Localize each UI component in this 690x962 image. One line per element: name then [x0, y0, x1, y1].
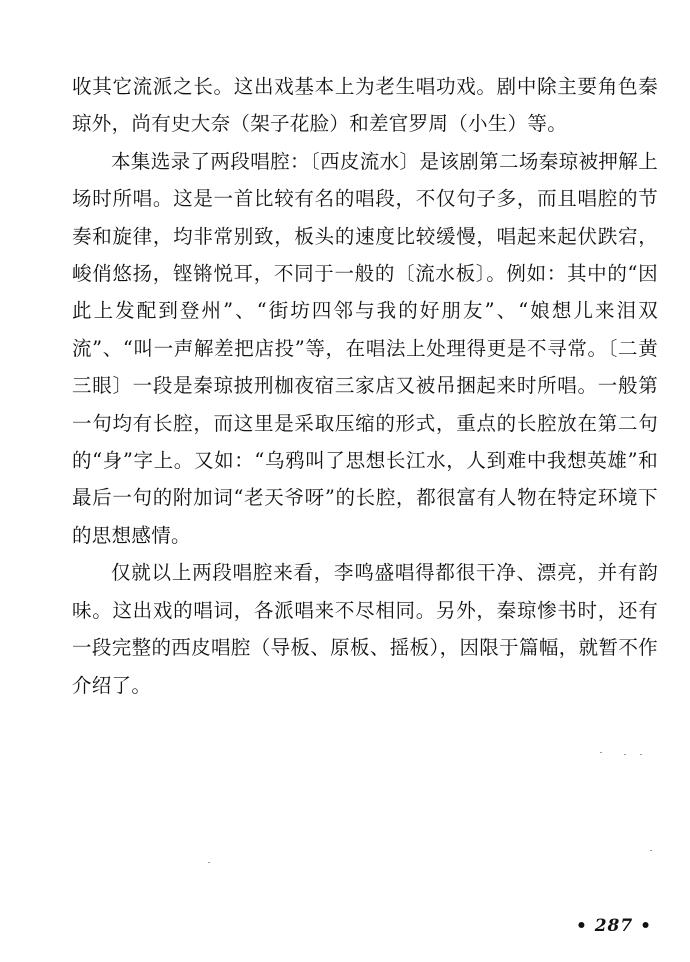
scan-speck [208, 862, 210, 863]
paragraph-3: 仅就以上两段唱腔来看，李鸣盛唱得都很干净、漂亮，并有韵味。这出戏的唱词，各派唱来不尽相同。另外，秦琼惨书时，还有一段完整的西皮唱腔（导板、原板、摇板），因限于篇幅，就暂不作介绍了。 [72, 561, 658, 697]
page-number: • 287 • [575, 916, 652, 936]
scan-speck [650, 850, 652, 851]
paragraph-1: 收其它流派之长。这出戏基本上为老生唱功戏。剧中除主要角色秦琼外，尚有史大奈（架子花脸）和差官罗周（小生）等。 [72, 75, 658, 136]
scan-speck [600, 752, 602, 753]
scan-speck [640, 754, 642, 755]
body-text [72, 68, 658, 704]
scan-speck [624, 754, 626, 755]
paragraph-2: 本集选录了两段唱腔：〔西皮流水〕是该剧第二场秦琼被押解上场时所唱。这是一首比较有名的唱段，不仅句子多，而且唱腔的节奏和旋律，均非常别致，板头的速度比较缓慢，唱起来起伏跌宕，峻俏悠扬，铿锵悦耳，不同于一般的〔流水板〕。例如：其中的“因此上发配到登州”、“街坊四邻与我的好朋友”、“娘想儿来泪双流”、“叫一声解差把店投”等，在唱法上处理得更是不寻常。〔二黄三眼〕一段是秦琼披刑枷夜宿三家店又被吊捆起来时所唱。一般第一句均有长腔，而这里是采取压缩的形式，重点的长腔放在第二句的“身”字上。又如：“乌鸦叫了思想长江水，人到难中我想英雄”和最后一句的附加词“老天爷呀”的长腔，都很富有人物在特定环境下的思想感情。 [72, 149, 658, 547]
